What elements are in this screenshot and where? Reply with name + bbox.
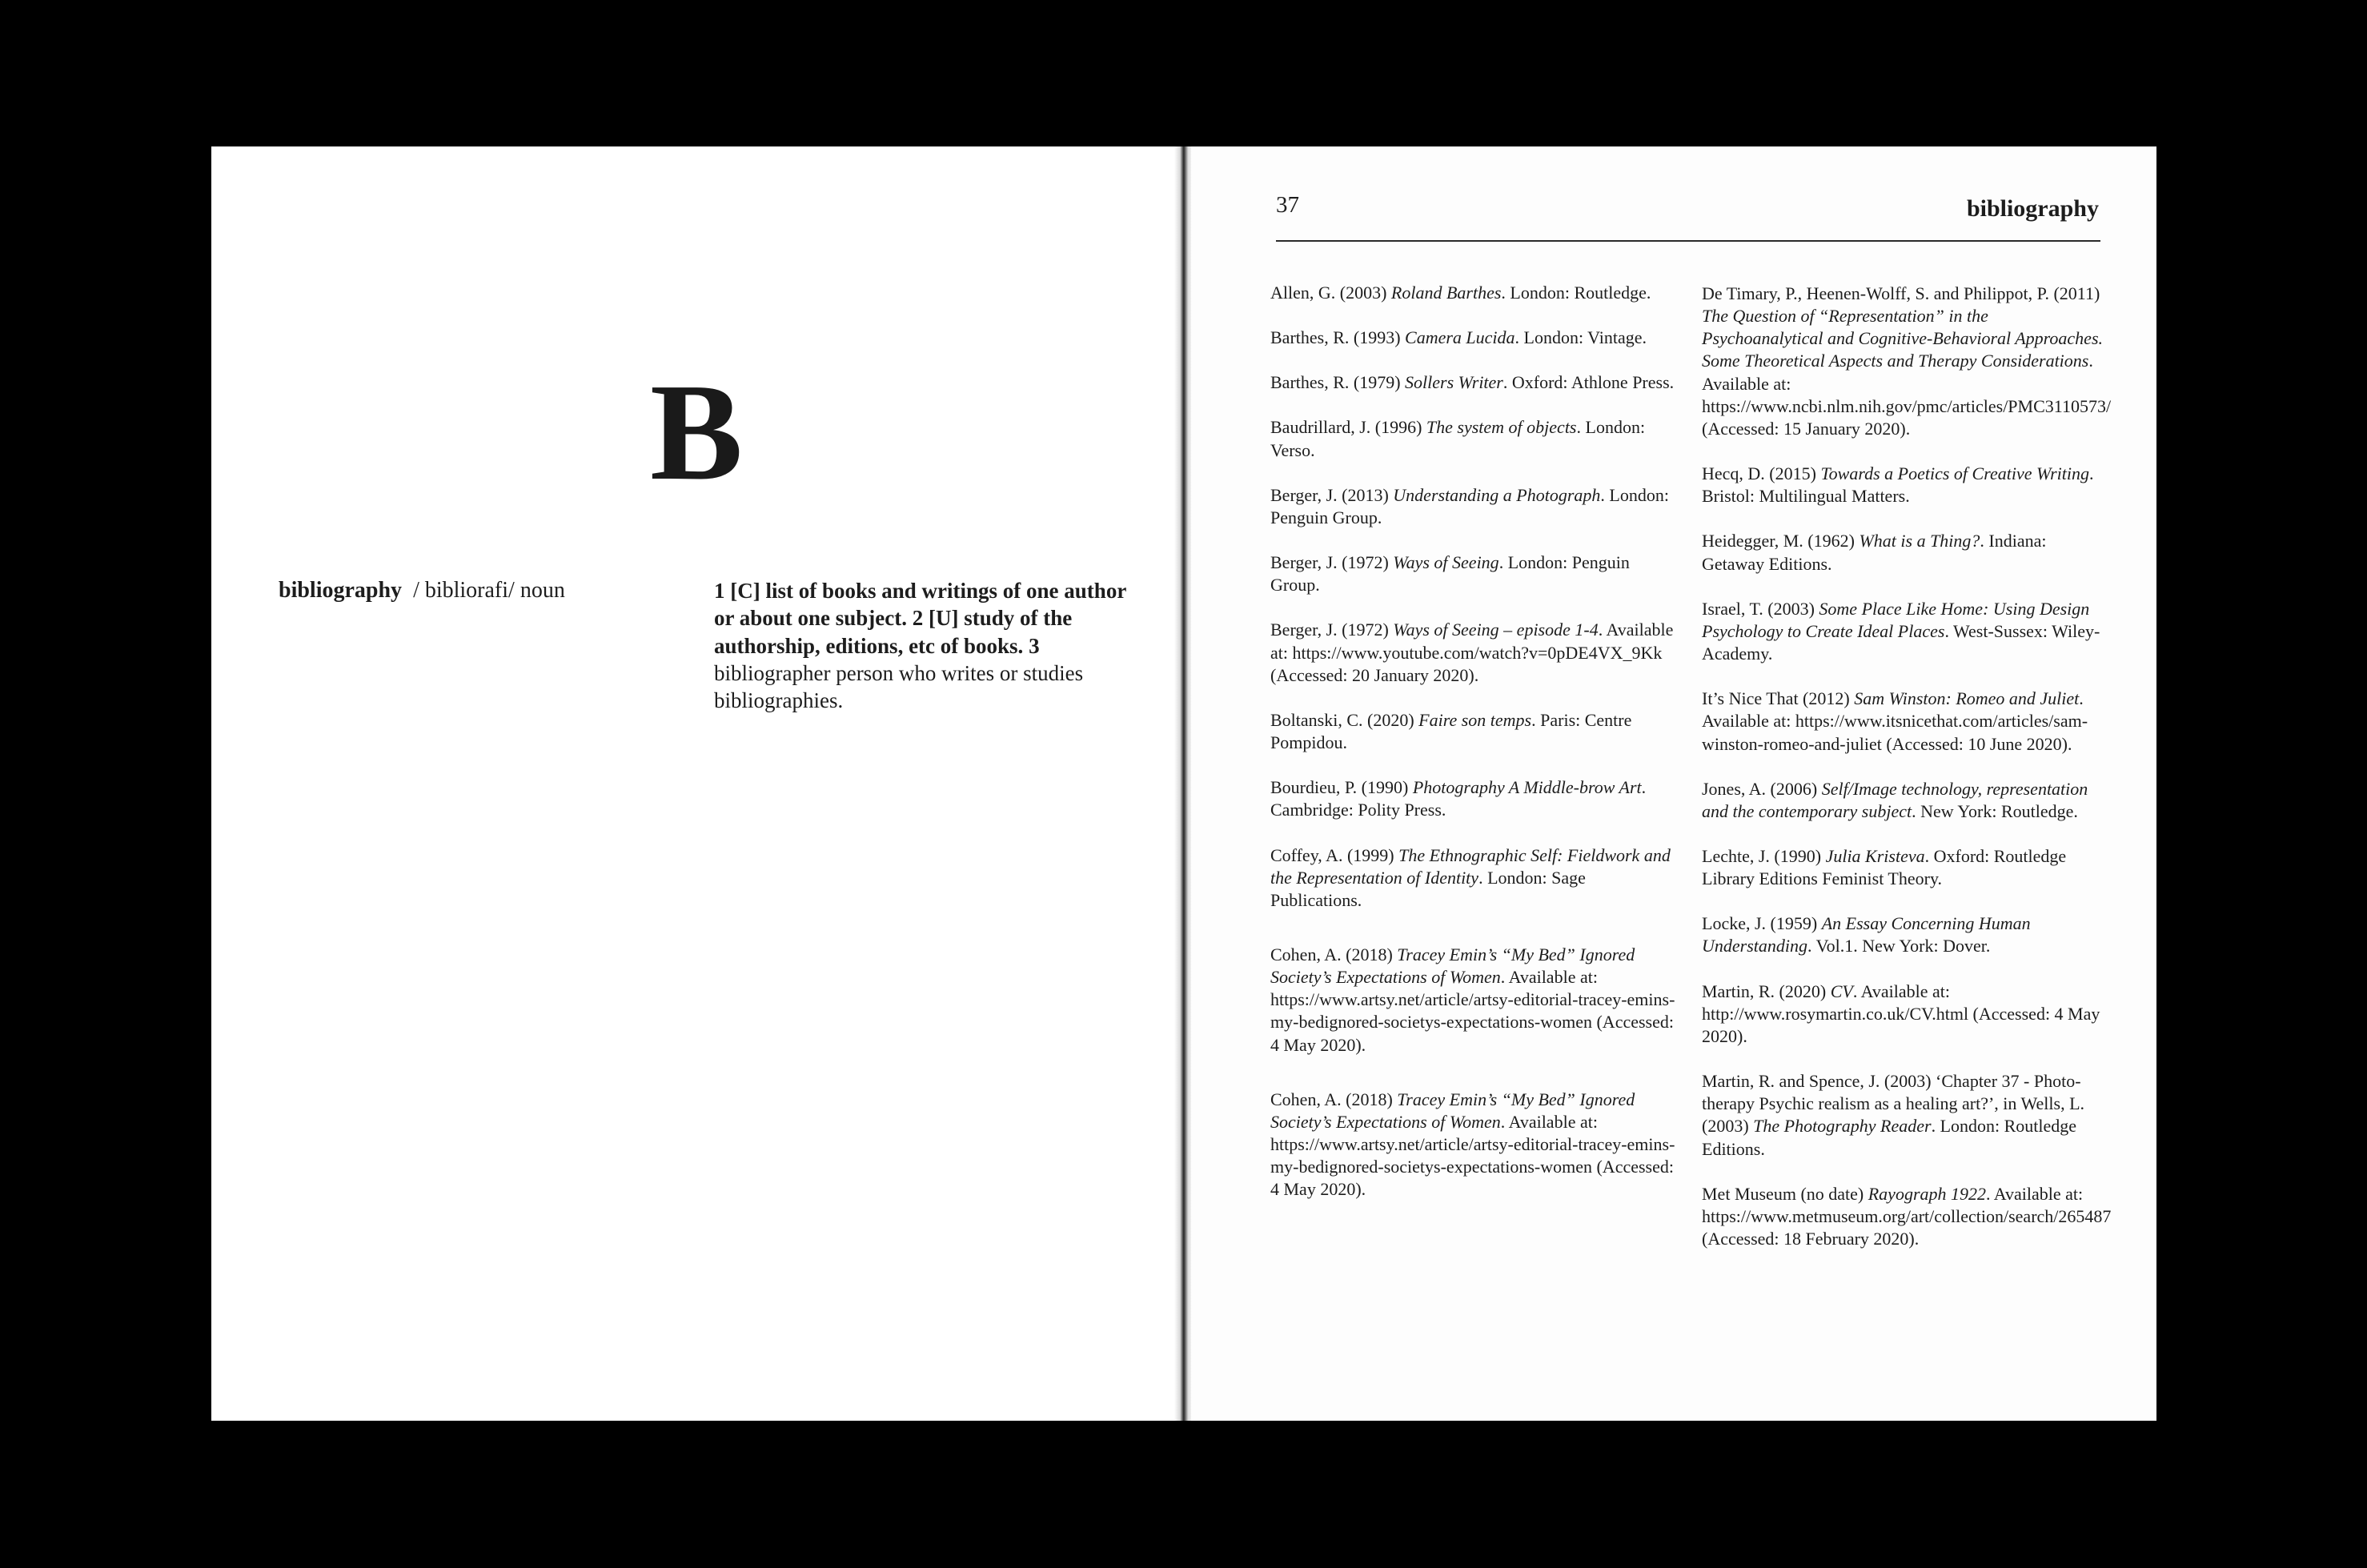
entry-details: . Bristol: Multilingual Matters.: [1702, 463, 2094, 507]
entry-author: Boltanski, C. (2020): [1270, 709, 1419, 730]
sense-3-text: bibliographer person who writes or studies bibliographies.: [714, 660, 1084, 713]
entry-title: What is a Thing?: [1859, 531, 1980, 551]
bibliography-entry: [1270, 484, 1675, 529]
pronunciation: / bibliorafi/ noun: [413, 578, 565, 603]
bibliography-entry: [1702, 1070, 2107, 1161]
bibliography-entry: [1270, 416, 1675, 461]
entry-title: Julia Kristeva: [1825, 845, 1925, 866]
section-title: bibliography: [1966, 195, 2099, 222]
entry-title: Ways of Seeing: [1393, 552, 1499, 573]
bibliography-entry: [1270, 282, 1675, 304]
running-head: [1276, 192, 2100, 242]
bibliography-entry: [1270, 1089, 1675, 1201]
entry-details: . London: Penguin Group.: [1270, 484, 1669, 527]
page-number: 37: [1276, 192, 1299, 218]
sense-1-number: 1 [C]: [714, 579, 760, 603]
entry-details: . New York: Routledge.: [1912, 800, 2078, 821]
entry-author: Berger, J. (2013): [1270, 484, 1394, 505]
entry-details: . Available at: https://www.itsnicethat.com/articles/sam-winston-romeo-and-juliet (Accessed: 10 June 2020).: [1702, 688, 2088, 754]
entry-details: . West-Sussex: Wiley-Academy.: [1702, 620, 2100, 664]
sense-1-text: list of books and writings of one author or about one subject.: [714, 579, 1126, 631]
dictionary-headword-line: [279, 577, 565, 604]
entry-author: Hecq, D. (2015): [1702, 463, 1821, 484]
entry-details: . Available at: https://www.artsy.net/article/artsy-editorial-tracey-emins-my-bedignored-societys-expectations-women (Accessed: 4 May 2020).: [1270, 967, 1675, 1055]
section-letter: B: [650, 355, 744, 509]
entry-details: . Available at: http://www.rosymartin.co.uk/CV.html (Accessed: 4 May 2020).: [1702, 981, 2100, 1046]
entry-title: The Ethnographic Self: Fieldwork and the Representation of Identity: [1270, 844, 1671, 888]
entry-details: . London: Routledge.: [1501, 283, 1651, 303]
entry-author: Coffey, A. (1999): [1270, 844, 1399, 865]
entry-details: . Available at: https://www.youtube.com/watch?v=0pDE4VX_9Kk (Accessed: 20 January 2020).: [1270, 620, 1674, 685]
entry-author: Martin, R. and Spence, J. (2003) ‘Chapter 37 - Photo-therapy Psychic realism as a healing art?’, in Wells, L. (2003): [1702, 1071, 2085, 1137]
entry-title: Understanding a Photograph: [1393, 484, 1601, 505]
entry-title: Self/Image technology, representation and the contemporary subject: [1702, 778, 2088, 821]
entry-details: . Vol.1. New York: Dover.: [1807, 936, 1991, 956]
entry-author: Berger, J. (1972): [1270, 620, 1394, 640]
dictionary-definition: [714, 577, 1130, 714]
entry-title: Faire son temps: [1418, 709, 1532, 730]
entry-author: Cohen, A. (2018): [1270, 944, 1398, 964]
bibliography-entry: [1702, 981, 2107, 1048]
bibliography-entry: [1702, 778, 2107, 823]
bibliography-entry: [1270, 944, 1675, 1057]
entry-title: Some Place Like Home: Using Design Psychology to Create Ideal Places: [1702, 598, 2090, 641]
bibliography-entry: [1702, 688, 2107, 755]
entry-author: Barthes, R. (1979): [1270, 372, 1406, 393]
right-page: [1191, 146, 2156, 1421]
entry-author: Heidegger, M. (1962): [1702, 531, 1859, 551]
entry-title: Camera Lucida: [1405, 327, 1515, 348]
entry-author: Lechte, J. (1990): [1702, 845, 1826, 866]
bibliography-entry: [1702, 283, 2112, 440]
entry-title: The Photography Reader: [1753, 1116, 1932, 1137]
entry-author: Jones, A. (2006): [1702, 778, 1822, 799]
bibliography-entry: [1702, 598, 2107, 665]
entry-author: It’s Nice That (2012): [1702, 688, 1855, 709]
bibliography-entry: [1702, 912, 2107, 957]
entry-title: Photography A Middle-brow Art: [1412, 777, 1642, 798]
entry-title: Tracey Emin’s “My Bed” Ignored Society’s Expectations of Women: [1270, 944, 1635, 988]
entry-details: . Available at: https://www.artsy.net/article/artsy-editorial-tracey-emins-my-bedignored-societys-expectations-women (Accessed: 4 May 2020).: [1270, 1111, 1675, 1200]
entry-details: . London: Sage Publications.: [1270, 867, 1586, 910]
bibliography-entry: [1270, 371, 1675, 394]
entry-details: . London: Vintage.: [1514, 327, 1647, 348]
entry-details: . Available at: https://www.ncbi.nlm.nih.gov/pmc/articles/PMC3110573/ (Accessed: 15 January 2020).: [1702, 351, 2112, 439]
entry-details: . Oxford: Routledge Library Editions Feminist Theory.: [1702, 845, 2067, 889]
entry-title: Ways of Seeing – episode 1-4: [1393, 620, 1599, 640]
entry-title: Roland Barthes: [1390, 283, 1502, 303]
entry-details: . Available at: https://www.metmuseum.org/art/collection/search/265487 (Accessed: 18 February 2020).: [1702, 1183, 2112, 1249]
entry-title: Sollers Writer: [1405, 372, 1503, 393]
entry-author: Barthes, R. (1993): [1270, 327, 1406, 348]
bibliography-entry: [1270, 776, 1675, 821]
entry-author: Met Museum (no date): [1702, 1183, 1868, 1204]
bibliography-column-right: [1702, 283, 2112, 1273]
entry-title: An Essay Concerning Human Understanding: [1702, 913, 2031, 956]
entry-title: CV: [1830, 981, 1853, 1001]
sense-2-text: study of the authorship, editions, etc of books.: [714, 606, 1073, 658]
entry-details: . Paris: Centre Pompidou.: [1270, 709, 1632, 753]
entry-details: . Cambridge: Polity Press.: [1270, 777, 1647, 820]
entry-title: The system of objects: [1426, 417, 1577, 438]
bibliography-entry: [1702, 530, 2107, 575]
entry-title: Tracey Emin’s “My Bed” Ignored Society’s Expectations of Women: [1270, 1089, 1635, 1132]
bibliography-entry: [1270, 619, 1675, 686]
bibliography-entry: [1270, 327, 1675, 349]
book-spread: [211, 146, 2156, 1421]
entry-details: . London: Verso.: [1270, 417, 1646, 460]
entry-author: Israel, T. (2003): [1702, 598, 1819, 619]
entry-title: Sam Winston: Romeo and Juliet: [1854, 688, 2080, 709]
entry-author: Martin, R. (2020): [1702, 981, 1831, 1001]
entry-title: Towards a Poetics of Creative Writing: [1820, 463, 2089, 484]
bibliography-entry: [1270, 844, 1675, 912]
left-page: [211, 146, 1180, 1421]
sense-2-number: 2 [U]: [912, 606, 959, 631]
entry-author: Allen, G. (2003): [1270, 283, 1391, 303]
sense-3-number: 3: [1029, 633, 1040, 658]
entry-author: Locke, J. (1959): [1702, 913, 1822, 934]
headword: bibliography: [279, 578, 403, 603]
entry-author: Berger, J. (1972): [1270, 552, 1394, 573]
entry-author: Baudrillard, J. (1996): [1270, 417, 1426, 438]
bibliography-entry: [1702, 845, 2107, 890]
entry-details: . London: Routledge Editions.: [1702, 1116, 2077, 1159]
entry-title: The Question of “Representation” in the Psychoanalytical and Cognitive-Behavioral Approaches. Some Theoretical Aspects and Therapy Considerations: [1702, 306, 2104, 371]
entry-details: . Oxford: Athlone Press.: [1502, 372, 1675, 393]
bibliography-entry: [1702, 463, 2107, 507]
bibliography-entry: [1270, 551, 1675, 596]
bibliography-column-left: [1270, 282, 1675, 1225]
entry-title: Rayograph 1922: [1868, 1183, 1986, 1204]
entry-author: De Timary, P., Heenen-Wolff, S. and Philippot, P. (2011): [1702, 283, 2100, 303]
entry-author: Cohen, A. (2018): [1270, 1089, 1398, 1109]
bibliography-entry: [1702, 1183, 2112, 1250]
entry-details: . Indiana: Getaway Editions.: [1702, 531, 2047, 574]
entry-author: Bourdieu, P. (1990): [1270, 777, 1413, 798]
bibliography-entry: [1270, 709, 1675, 754]
entry-details: . London: Penguin Group.: [1270, 552, 1630, 596]
